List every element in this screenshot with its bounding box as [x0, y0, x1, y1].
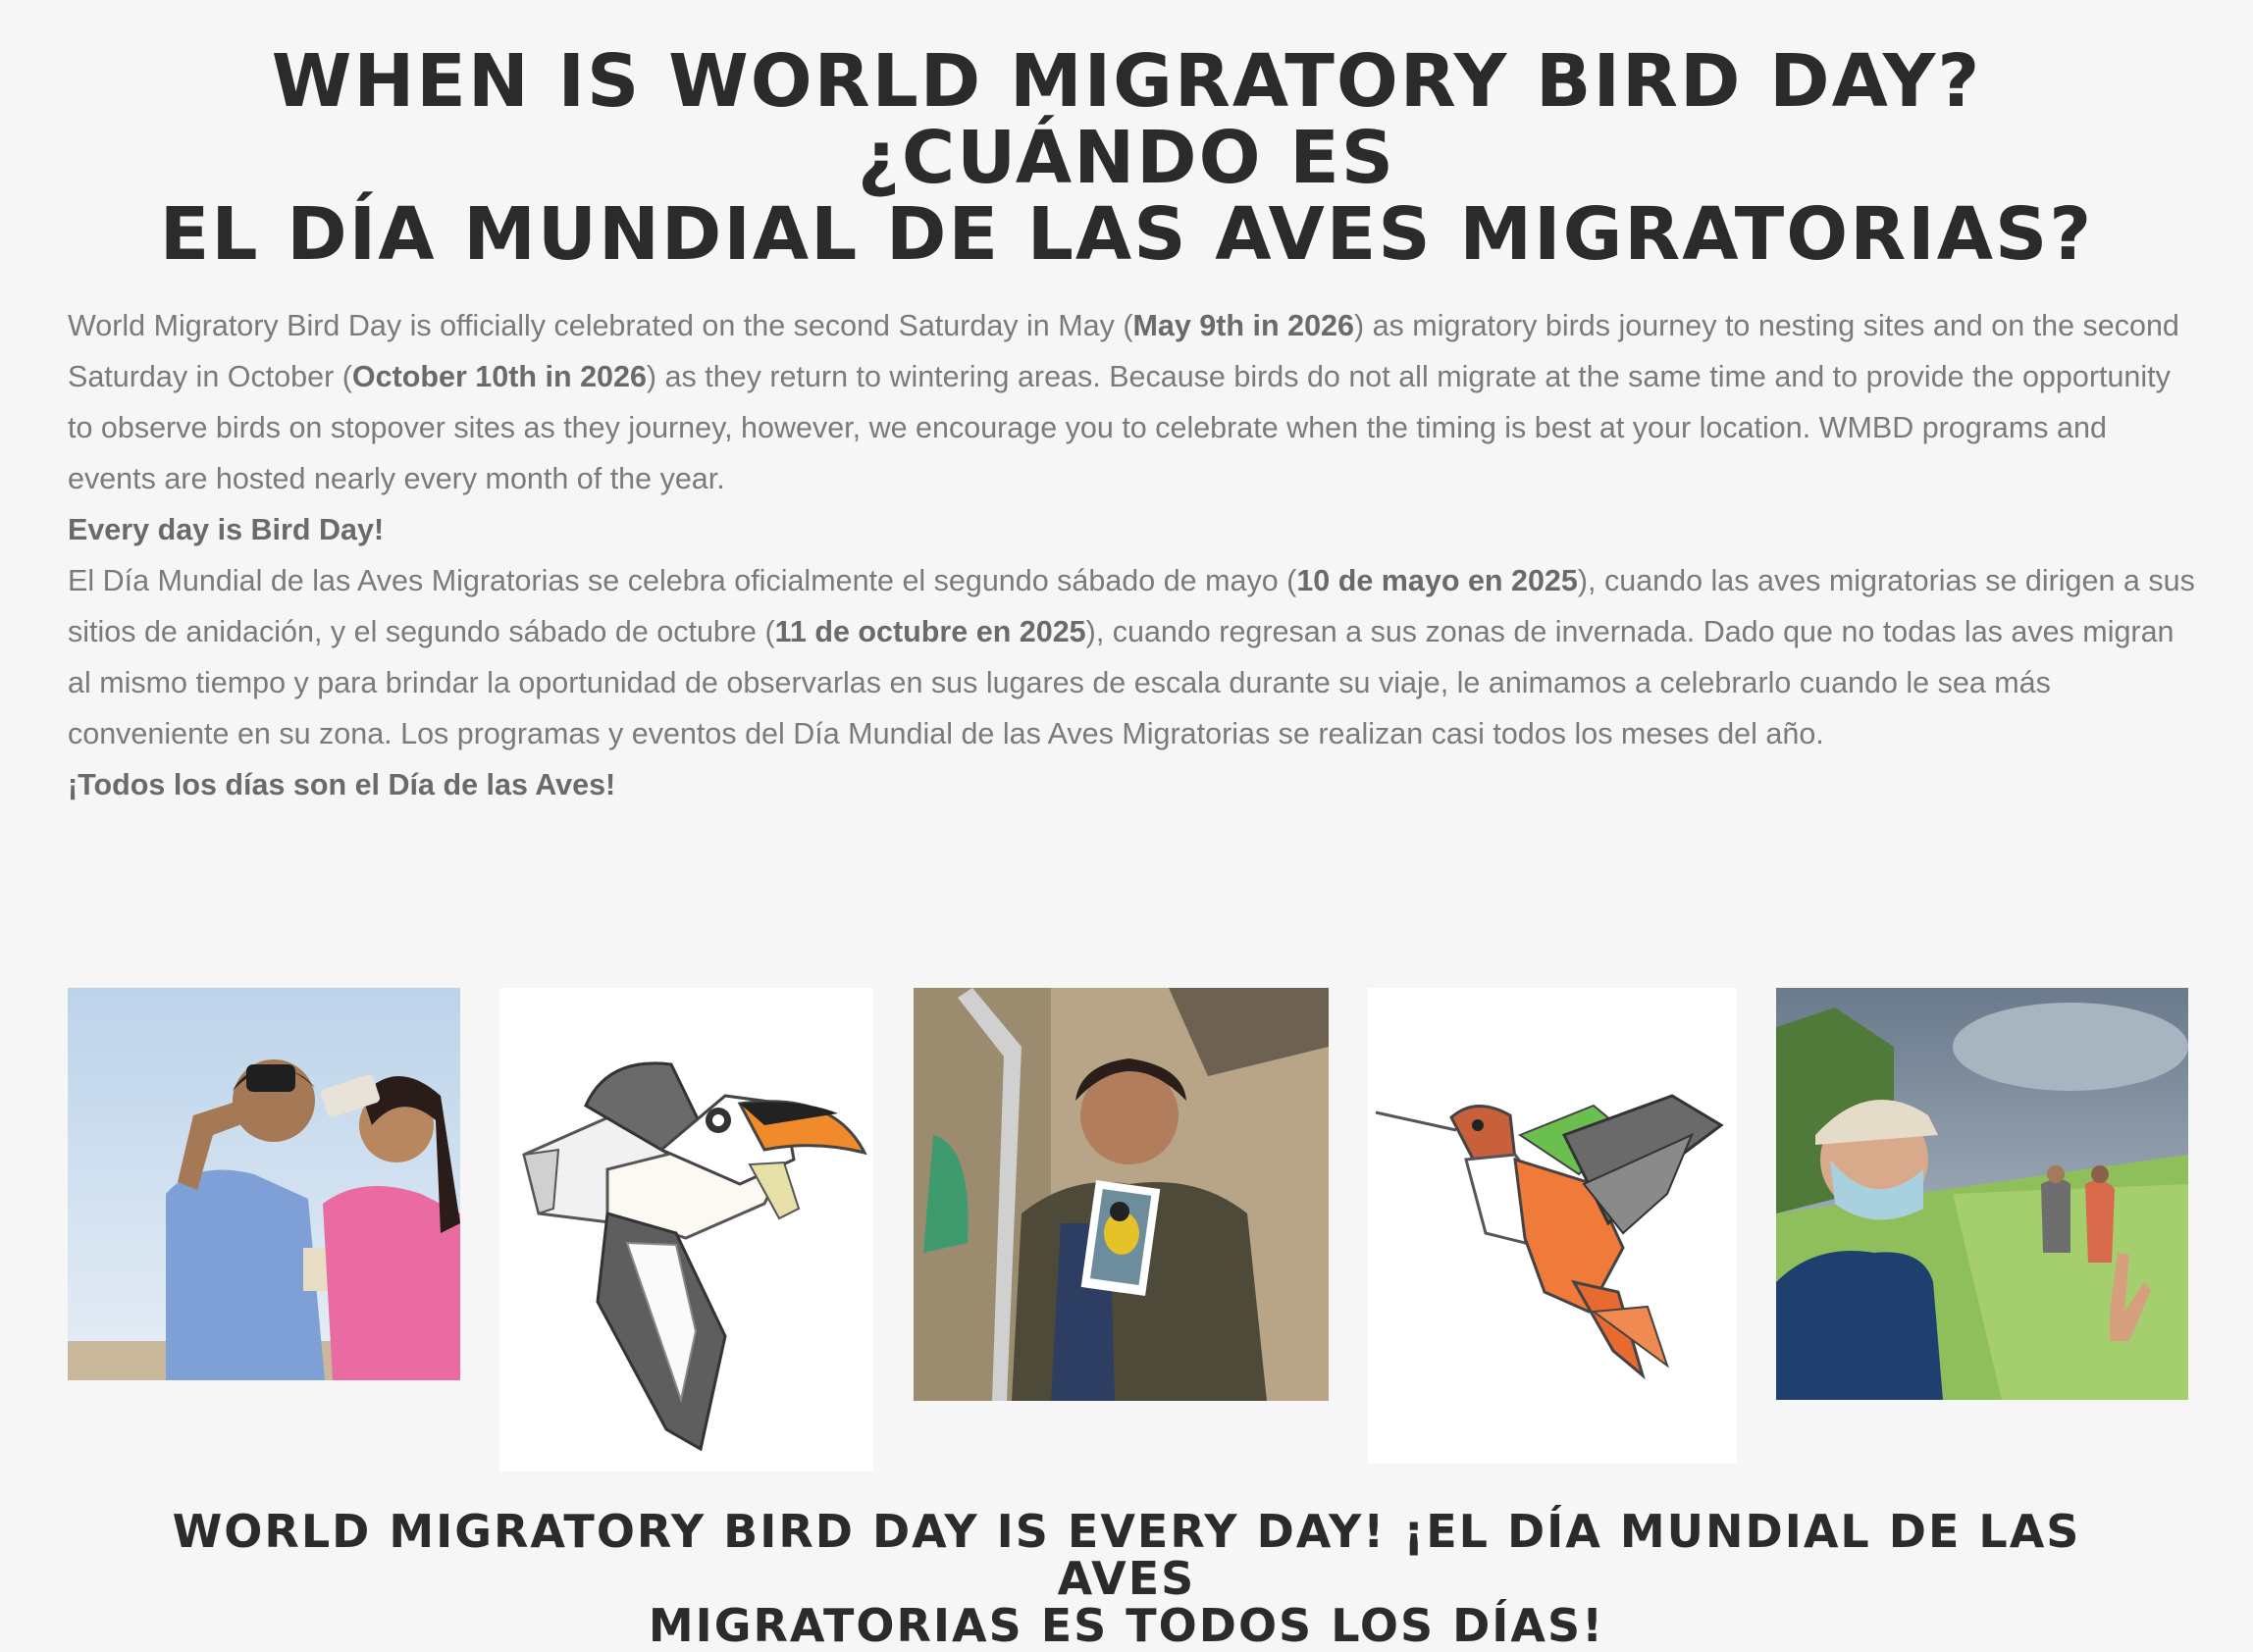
english-paragraph — [68, 300, 2197, 504]
photo-field-selfie[interactable] — [1776, 988, 2188, 1400]
english-may-date: May 9th in 2026 — [1132, 309, 1354, 342]
english-tagline-text: Every day is Bird Day! — [68, 513, 385, 546]
english-october-date: October 10th in 2026 — [351, 360, 647, 393]
english-text-c: ) as they return to wintering areas. Because birds do not all migrate at the same time and to provide the opportunity to observe birds on stopover sites as they journey, however, we encourage you to celebrate when the timing is best at your location. WMBD programs and events are hosted nearly every month of the year. — [68, 360, 2171, 495]
intro-text — [68, 300, 2197, 810]
spanish-text-b: ), cuando las aves migratorias se dirigen a sus sitios de anidación, y el segundo sábado de octubre ( — [68, 564, 2195, 648]
spanish-text-a: El Día Mundial de las Aves Migratorias se celebra oficialmente el segundo sábado de mayo ( — [68, 564, 1297, 597]
spanish-paragraph — [68, 555, 2197, 759]
photo-toucan-illustration[interactable] — [499, 988, 873, 1471]
page-title-line-1: WHEN IS WORLD MIGRATORY BIRD DAY? ¿CUÁNDO ES — [271, 39, 1982, 200]
spanish-text-c: ), cuando regresan a sus zonas de invernada. Dado que no todas las aves migran al mismo tiempo y para brindar la oportunidad de observarlas en sus lugares de escala durante su viaje, le animamos a celebrarlo cuando le sea más conveniente en su zona. Los programas y eventos del Día Mundial de las Aves Migratorias se realizan casi todos los meses del año. — [68, 615, 2174, 750]
english-text-b: ) as migratory birds journey to nesting sites and on the second Saturday in October ( — [68, 309, 2179, 393]
spanish-tagline-text: ¡Todos los días son el Día de las Aves! — [68, 768, 616, 801]
spanish-october-date: 11 de octubre en 2025 — [774, 615, 1086, 648]
photo-hummingbird-illustration[interactable] — [1368, 988, 1737, 1464]
spanish-tagline — [68, 759, 2197, 810]
footer-heading-line-2: MIGRATORIAS ES TODOS LOS DÍAS! — [648, 1599, 1605, 1652]
english-tagline — [68, 504, 2197, 555]
photo-educator-with-bird-card[interactable] — [914, 988, 1329, 1401]
page-title — [59, 39, 2194, 277]
spanish-may-date: 10 de mayo en 2025 — [1296, 564, 1578, 597]
english-text-a: World Migratory Bird Day is officially celebrated on the second Saturday in May ( — [68, 309, 1133, 342]
kids-binoculars-image — [68, 988, 460, 1380]
page-title-line-2: EL DÍA MUNDIAL DE LAS AVES MIGRATORIAS? — [159, 192, 2094, 277]
toucan-icon — [499, 988, 873, 1471]
footer-heading — [147, 1505, 2106, 1652]
educator-image — [914, 988, 1329, 1401]
photo-kids-binoculars[interactable] — [68, 988, 460, 1380]
hummingbird-icon — [1368, 988, 1737, 1464]
footer-heading-line-1: WORLD MIGRATORY BIRD DAY IS EVERY DAY! ¡EL DÍA MUNDIAL DE LAS AVES — [172, 1505, 2081, 1605]
field-selfie-image — [1776, 988, 2188, 1400]
